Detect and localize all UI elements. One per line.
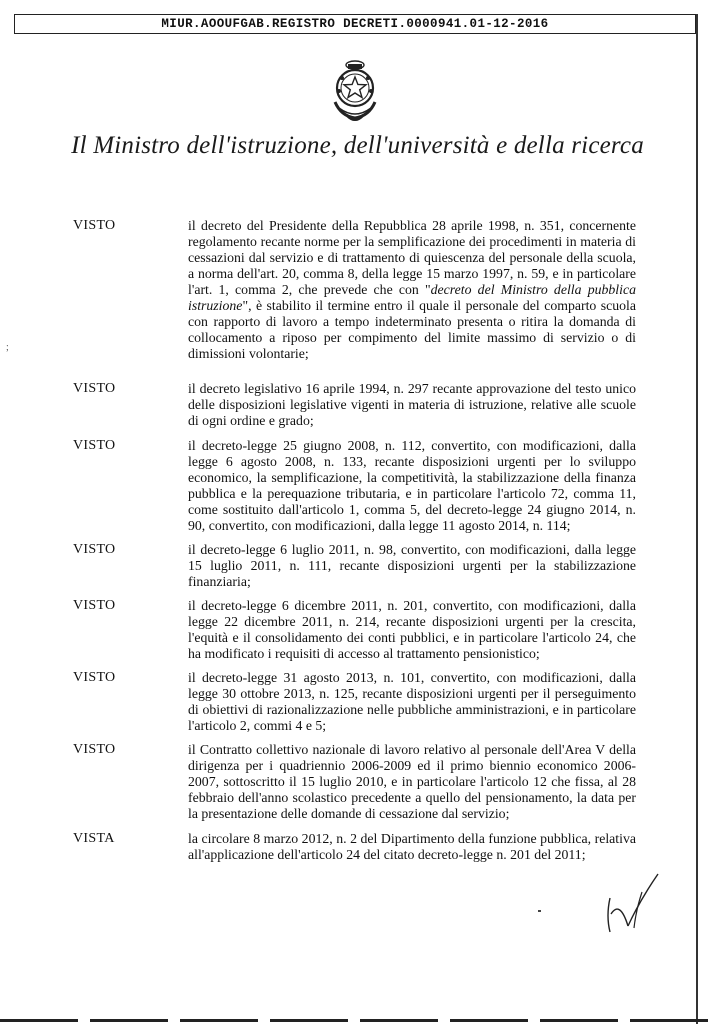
- recital-text: il decreto legislativo 16 aprile 1994, n. 297 recante approvazione del testo unico delle disposizioni legislative vigenti in materia di istruzione, relative alle scuole di ogni ordine e grado;: [188, 381, 636, 428]
- italian-republic-emblem-icon: [327, 58, 383, 124]
- recital-label: VISTO: [73, 381, 116, 396]
- recital-label: VISTA: [73, 831, 115, 846]
- recital-label: VISTO: [73, 670, 116, 685]
- recital-label: VISTO: [73, 542, 116, 557]
- protocol-header: [14, 14, 696, 34]
- recital-label: VISTO: [73, 218, 116, 233]
- scan-speck: [538, 910, 541, 912]
- bottom-border-line: [0, 1019, 715, 1022]
- protocol-number: MIUR.AOOUFGAB.REGISTRO DECRETI.0000941.01-12-2016: [161, 17, 549, 31]
- recital-text: la circolare 8 marzo 2012, n. 2 del Dipartimento della funzione pubblica, relativa all'applicazione dell'articolo 24 del citato decreto-legge n. 201 del 2011;: [188, 831, 636, 862]
- recital-text-italic: decreto del Ministro della pubblica istruzione: [188, 282, 636, 313]
- recital-text: il decreto-legge 6 luglio 2011, n. 98, convertito, con modificazioni, dalla legge 15 luglio 2011, n. 111, recante disposizioni urgenti per la stabilizzazione finanziaria;: [188, 542, 636, 589]
- right-border-line: [696, 14, 698, 1024]
- recital-text: il decreto-legge 31 agosto 2013, n. 101, convertito, con modificazioni, dalla legge 30 ottobre 2013, n. 125, recante disposizioni urgenti per il perseguimento di obiettivi di razionalizzazione nelle pubbliche amministrazioni, e in particolare l'articolo 2, commi 4 e 5;: [188, 670, 636, 733]
- recital-text: [188, 218, 636, 362]
- recital-label: VISTO: [73, 598, 116, 613]
- handwritten-initials-signature: [598, 870, 668, 940]
- recital-text-part: il decreto del Presidente della Repubblica 28 aprile 1998, n. 351, concernente regolamento recante norme per la semplificazione dei procedimenti in materia di cessazioni dal servizio e di trattamento di quiescenza del personale della scuola, a norma dell'art. 20, comma 8, della legge 15 marzo 1997, n. 59, e in particolare l'art. 1, comma 2, che prevede che con ": [188, 218, 636, 297]
- minister-heading: Il Ministro dell'istruzione, dell'università e della ricerca: [71, 132, 644, 159]
- recital-label: VISTO: [73, 438, 116, 453]
- margin-mark: ;: [6, 342, 9, 353]
- recital-text: il Contratto collettivo nazionale di lavoro relativo al personale dell'Area V della dirigenza per i quadriennio 2006-2009 ed il primo biennio economico 2006-2007, sottoscritto il 15 luglio 2010, e in particolare l'articolo 12 che fissa, al 28 febbraio dell'anno scolastico precedente a quello del pensionamento, la data per la presentazione delle domande di cessazione dal servizio;: [188, 742, 636, 821]
- recital-text-part: ", è stabilito il termine entro il quale il personale del comparto scuola con rapporto di lavoro a tempo indeterminato presenta o ritira la domanda di collocamento a riposo per compimento del limite massimo di servizio o di dimissioni volontarie;: [188, 298, 636, 361]
- recital-label: VISTO: [73, 742, 116, 757]
- recital-text: il decreto-legge 6 dicembre 2011, n. 201, convertito, con modificazioni, dalla legge 22 dicembre 2011, n. 214, recante disposizioni urgenti per la crescita, l'equità e il consolidamento dei conti pubblici, e in particolare l'articolo 24, che ha modificato i requisiti di accesso al trattamento pensionistico;: [188, 598, 636, 661]
- recital-text: il decreto-legge 25 giugno 2008, n. 112, convertito, con modificazioni, dalla legge 6 agosto 2008, n. 133, recante disposizioni urgenti per lo sviluppo economico, la semplificazione, la competitività, la stabilizzazione della finanza pubblica e la perequazione tributaria, e in particolare l'articolo 72, comma 11, come sostituito dall'articolo 1, comma 5, del decreto-legge 24 giugno 2014, n. 90, convertito, con modificazioni, dalla legge 11 agosto 2014, n. 114;: [188, 438, 636, 533]
